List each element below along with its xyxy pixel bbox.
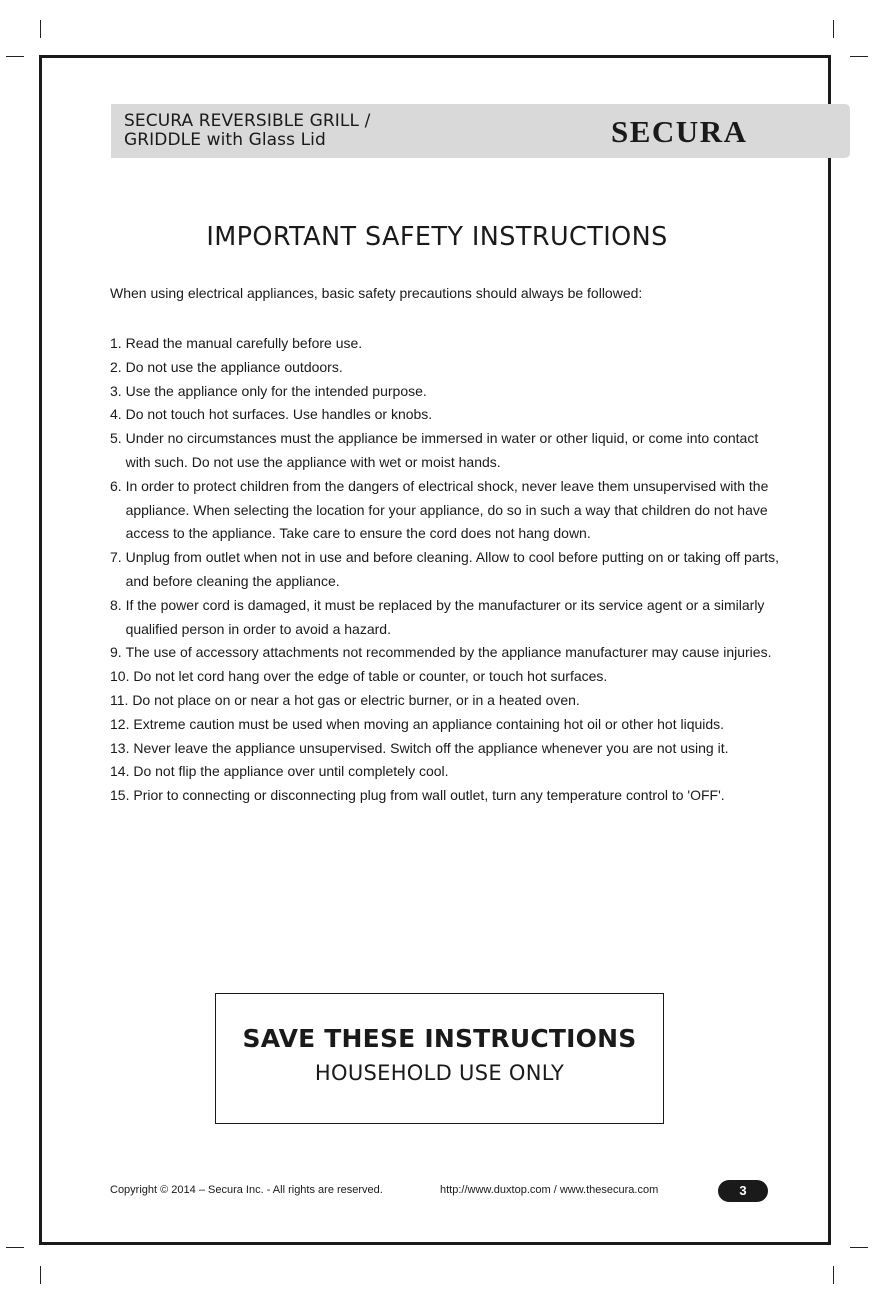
item-text: Unplug from outlet when not in use and before cleaning. Allow to cool before putting on or taking off parts, and before cleaning the appliance. bbox=[125, 549, 780, 589]
item-text: Extreme caution must be used when moving an appliance containing hot oil or other hot liquids. bbox=[133, 715, 725, 732]
list-item bbox=[110, 665, 780, 689]
list-item bbox=[110, 380, 780, 404]
copyright-text: Copyright © 2014 – Secura Inc. - All rights are reserved. bbox=[110, 1184, 383, 1196]
item-text: Do not flip the appliance over until completely cool. bbox=[133, 763, 449, 780]
crop-mark bbox=[6, 56, 24, 57]
item-number: 4. bbox=[110, 406, 126, 423]
product-title-line2: GRIDDLE with Glass Lid bbox=[124, 130, 326, 150]
crop-mark bbox=[40, 20, 41, 38]
list-item bbox=[110, 784, 780, 808]
crop-mark bbox=[833, 20, 834, 38]
page-number-badge: 3 bbox=[718, 1180, 768, 1202]
product-title-line1: SECURA REVERSIBLE GRILL / bbox=[124, 111, 371, 131]
item-text: Use the appliance only for the intended purpose. bbox=[125, 382, 427, 399]
save-instructions-title: SAVE THESE INSTRUCTIONS bbox=[242, 1024, 637, 1053]
list-item bbox=[110, 403, 780, 427]
save-instructions-box bbox=[215, 993, 664, 1124]
list-item bbox=[110, 332, 780, 356]
crop-mark bbox=[833, 1266, 834, 1284]
list-item bbox=[110, 737, 780, 761]
item-number: 5. bbox=[110, 430, 126, 447]
item-number: 10. bbox=[110, 668, 134, 685]
crop-mark bbox=[40, 1266, 41, 1284]
instructions-list bbox=[110, 332, 780, 808]
crop-mark bbox=[850, 56, 868, 57]
household-use-notice: HOUSEHOLD USE ONLY bbox=[314, 1061, 565, 1085]
item-number: 6. bbox=[110, 477, 126, 494]
item-text: Prior to connecting or disconnecting plug from wall outlet, turn any temperature control to 'OFF'. bbox=[133, 787, 725, 804]
item-text: Do not place on or near a hot gas or electric burner, or in a heated oven. bbox=[132, 691, 580, 708]
list-item bbox=[110, 546, 780, 594]
item-number: 15. bbox=[110, 787, 134, 804]
item-number: 11. bbox=[110, 691, 133, 708]
item-text: Read the manual carefully before use. bbox=[125, 335, 363, 351]
item-text: Do not touch hot surfaces. Use handles or knobs. bbox=[125, 406, 433, 423]
item-number: 1. bbox=[110, 335, 126, 351]
item-text: If the power cord is damaged, it must be replaced by the manufacturer or its service agent or a similarly qualified person in order to avoid a hazard. bbox=[125, 596, 765, 637]
item-number: 3. bbox=[110, 382, 126, 399]
item-text: Under no circumstances must the appliance be immersed in water or other liquid, or come into contact with such. Do not use the appliance with wet or moist hands. bbox=[125, 430, 759, 470]
item-text: Do not use the appliance outdoors. bbox=[125, 358, 343, 375]
website-urls: http://www.duxtop.com / www.thesecura.com bbox=[440, 1184, 659, 1196]
list-item bbox=[110, 475, 780, 546]
list-item bbox=[110, 594, 780, 642]
item-text: The use of accessory attachments not recommended by the appliance manufacturer may cause injuries. bbox=[125, 644, 772, 661]
product-title bbox=[124, 112, 370, 150]
item-text: Do not let cord hang over the edge of table or counter, or touch hot surfaces. bbox=[133, 668, 608, 685]
brand-logo: SECURA bbox=[611, 114, 748, 149]
crop-mark bbox=[6, 1247, 24, 1248]
item-number: 14. bbox=[110, 763, 134, 780]
item-text: Never leave the appliance unsupervised. Switch off the appliance whenever you are not using it. bbox=[133, 739, 729, 756]
intro-text: When using electrical appliances, basic safety precautions should always be followed: bbox=[110, 285, 643, 301]
list-item bbox=[110, 689, 780, 713]
list-item bbox=[110, 760, 780, 784]
page-title: IMPORTANT SAFETY INSTRUCTIONS bbox=[206, 222, 668, 252]
list-item bbox=[110, 713, 780, 737]
list-item bbox=[110, 641, 780, 665]
item-number: 13. bbox=[110, 739, 134, 756]
item-text: In order to protect children from the dangers of electrical shock, never leave them unsupervised with the appliance. When selecting the location for your appliance, do so in such a way that children do not have access to the appliance. Take care to ensure the cord does not hang down. bbox=[125, 477, 769, 542]
item-number: 12. bbox=[110, 715, 134, 732]
list-item bbox=[110, 427, 780, 475]
item-number: 8. bbox=[110, 596, 126, 613]
item-number: 7. bbox=[110, 549, 126, 566]
crop-mark bbox=[850, 1247, 868, 1248]
list-item bbox=[110, 356, 780, 380]
item-number: 9. bbox=[110, 644, 126, 661]
item-number: 2. bbox=[110, 358, 126, 375]
